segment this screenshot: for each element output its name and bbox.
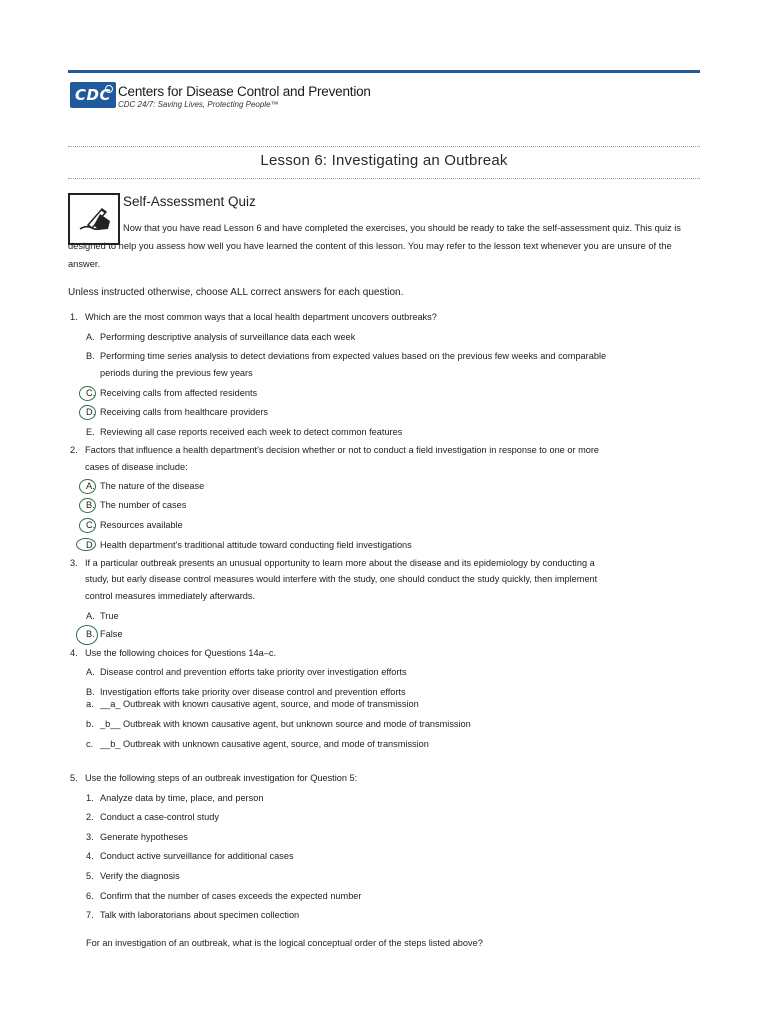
question-number: 4. [70,648,78,658]
option-text: Investigation efforts take priority over disease control and prevention efforts [100,687,406,697]
option-letter: E. [86,427,95,437]
answer-mark-circle [79,386,96,401]
subitem-text: __a_ Outbreak with known causative agent, source, and mode of transmission [100,699,419,709]
question-text: cases of disease include: [85,462,188,472]
org-tagline: CDC 24/7: Saving Lives, Protecting People™ [118,100,279,109]
option-letter: A. [86,332,95,342]
question-text: study, but early disease control measures would interfere with the study, one should conduct the study quickly, then implement [85,574,598,584]
quiz-intro: Now that you have read Lesson 6 and have completed the exercises, you should be ready to take the self-assessment quiz. This quiz is designed to help you assess how well you have learned the content of this lesson. You may refer to the lesson text whenever you are unsure of the answer. [68,223,681,269]
step-text: Verify the diagnosis [100,871,180,881]
question-number: 1. [70,312,78,322]
subitem-text: __b_ Outbreak with unknown causative agent, source, and mode of transmission [100,739,429,749]
org-name: Centers for Disease Control and Prevention [118,84,371,99]
option-letter: B. [86,500,95,510]
answer-mark-circle [79,498,96,513]
step-number: 5. [86,871,94,881]
answer-mark-circle [76,625,98,645]
quiz-instruction: Unless instructed otherwise, choose ALL correct answers for each question. [68,287,404,298]
option-letter: C. [86,388,96,398]
option-letter: A. [86,667,95,677]
step-text: Analyze data by time, place, and person [100,793,264,803]
option-text: Resources available [100,520,183,530]
option-text: The nature of the disease [100,481,205,491]
option-text: Performing time series analysis to detect deviations from expected values based on the previous few weeks and comparable [100,351,607,361]
subitem-text: _b__ Outbreak with known causative agent, but unknown source and mode of transmission [100,719,471,729]
step-number: 1. [86,793,94,803]
step-number: 2. [86,812,94,822]
step-text: Conduct a case-control study [100,812,219,822]
option-letter: D. [86,407,96,417]
option-text: The number of cases [100,500,187,510]
option-letter: B. [86,687,95,697]
question-prompt: For an investigation of an outbreak, what is the logical conceptual order of the steps listed above? [86,938,483,948]
option-letter: B. [86,629,95,639]
answer-mark-circle [79,405,96,420]
option-letter: A. [86,481,95,491]
option-text: Reviewing all case reports received each week to detect common features [100,427,403,437]
answer-mark-circle [76,538,96,551]
question-number: 5. [70,773,78,783]
step-text: Confirm that the number of cases exceeds the expected number [100,891,362,901]
quiz-title: Self-Assessment Quiz [123,194,256,209]
option-letter: B. [86,351,95,361]
step-text: Generate hypotheses [100,832,188,842]
option-text: Performing descriptive analysis of surveillance data each week [100,332,356,342]
option-letter: A. [86,611,95,621]
question-text: Use the following steps of an outbreak investigation for Question 5: [85,773,358,783]
question-text: If a particular outbreak presents an unusual opportunity to learn more about the disease and its epidemiology by conducting a [85,558,595,568]
lesson-title: Lesson 6: Investigating an Outbreak [260,152,508,169]
question-number: 3. [70,558,78,568]
step-number: 3. [86,832,94,842]
step-number: 4. [86,851,94,861]
option-text: Health department's traditional attitude toward conducting field investigations [100,540,412,550]
question-text: Which are the most common ways that a local health department uncovers outbreaks? [85,312,437,322]
option-text: periods during the previous few years [100,368,253,378]
option-letter: D. [86,540,96,550]
question-text: Use the following choices for Questions 14a–c. [85,648,276,658]
step-number: 6. [86,891,94,901]
answer-mark-circle [79,479,96,494]
cdc-logo: CDC [70,82,116,108]
option-text: True [100,611,119,621]
divider-top [68,146,700,147]
question-text: Factors that influence a health department's decision whether or not to conduct a field investigation in response to one or more [85,445,600,455]
question-number: 2. [70,445,78,455]
subitem-letter: a. [86,699,94,709]
option-text: Receiving calls from healthcare providers [100,407,268,417]
subitem-letter: b. [86,719,94,729]
option-text: Receiving calls from affected residents [100,388,258,398]
step-number: 7. [86,910,94,920]
option-text: False [100,629,123,639]
question-text: control measures immediately afterwards. [85,591,256,601]
header-bar [68,70,700,73]
answer-mark-circle [79,518,96,533]
divider-bottom [68,178,700,179]
option-text: Disease control and prevention efforts take priority over investigation efforts [100,667,407,677]
step-text: Conduct active surveillance for additional cases [100,851,294,861]
option-letter: C. [86,520,96,530]
step-text: Talk with laboratorians about specimen collection [100,910,300,920]
subitem-letter: c. [86,739,94,749]
